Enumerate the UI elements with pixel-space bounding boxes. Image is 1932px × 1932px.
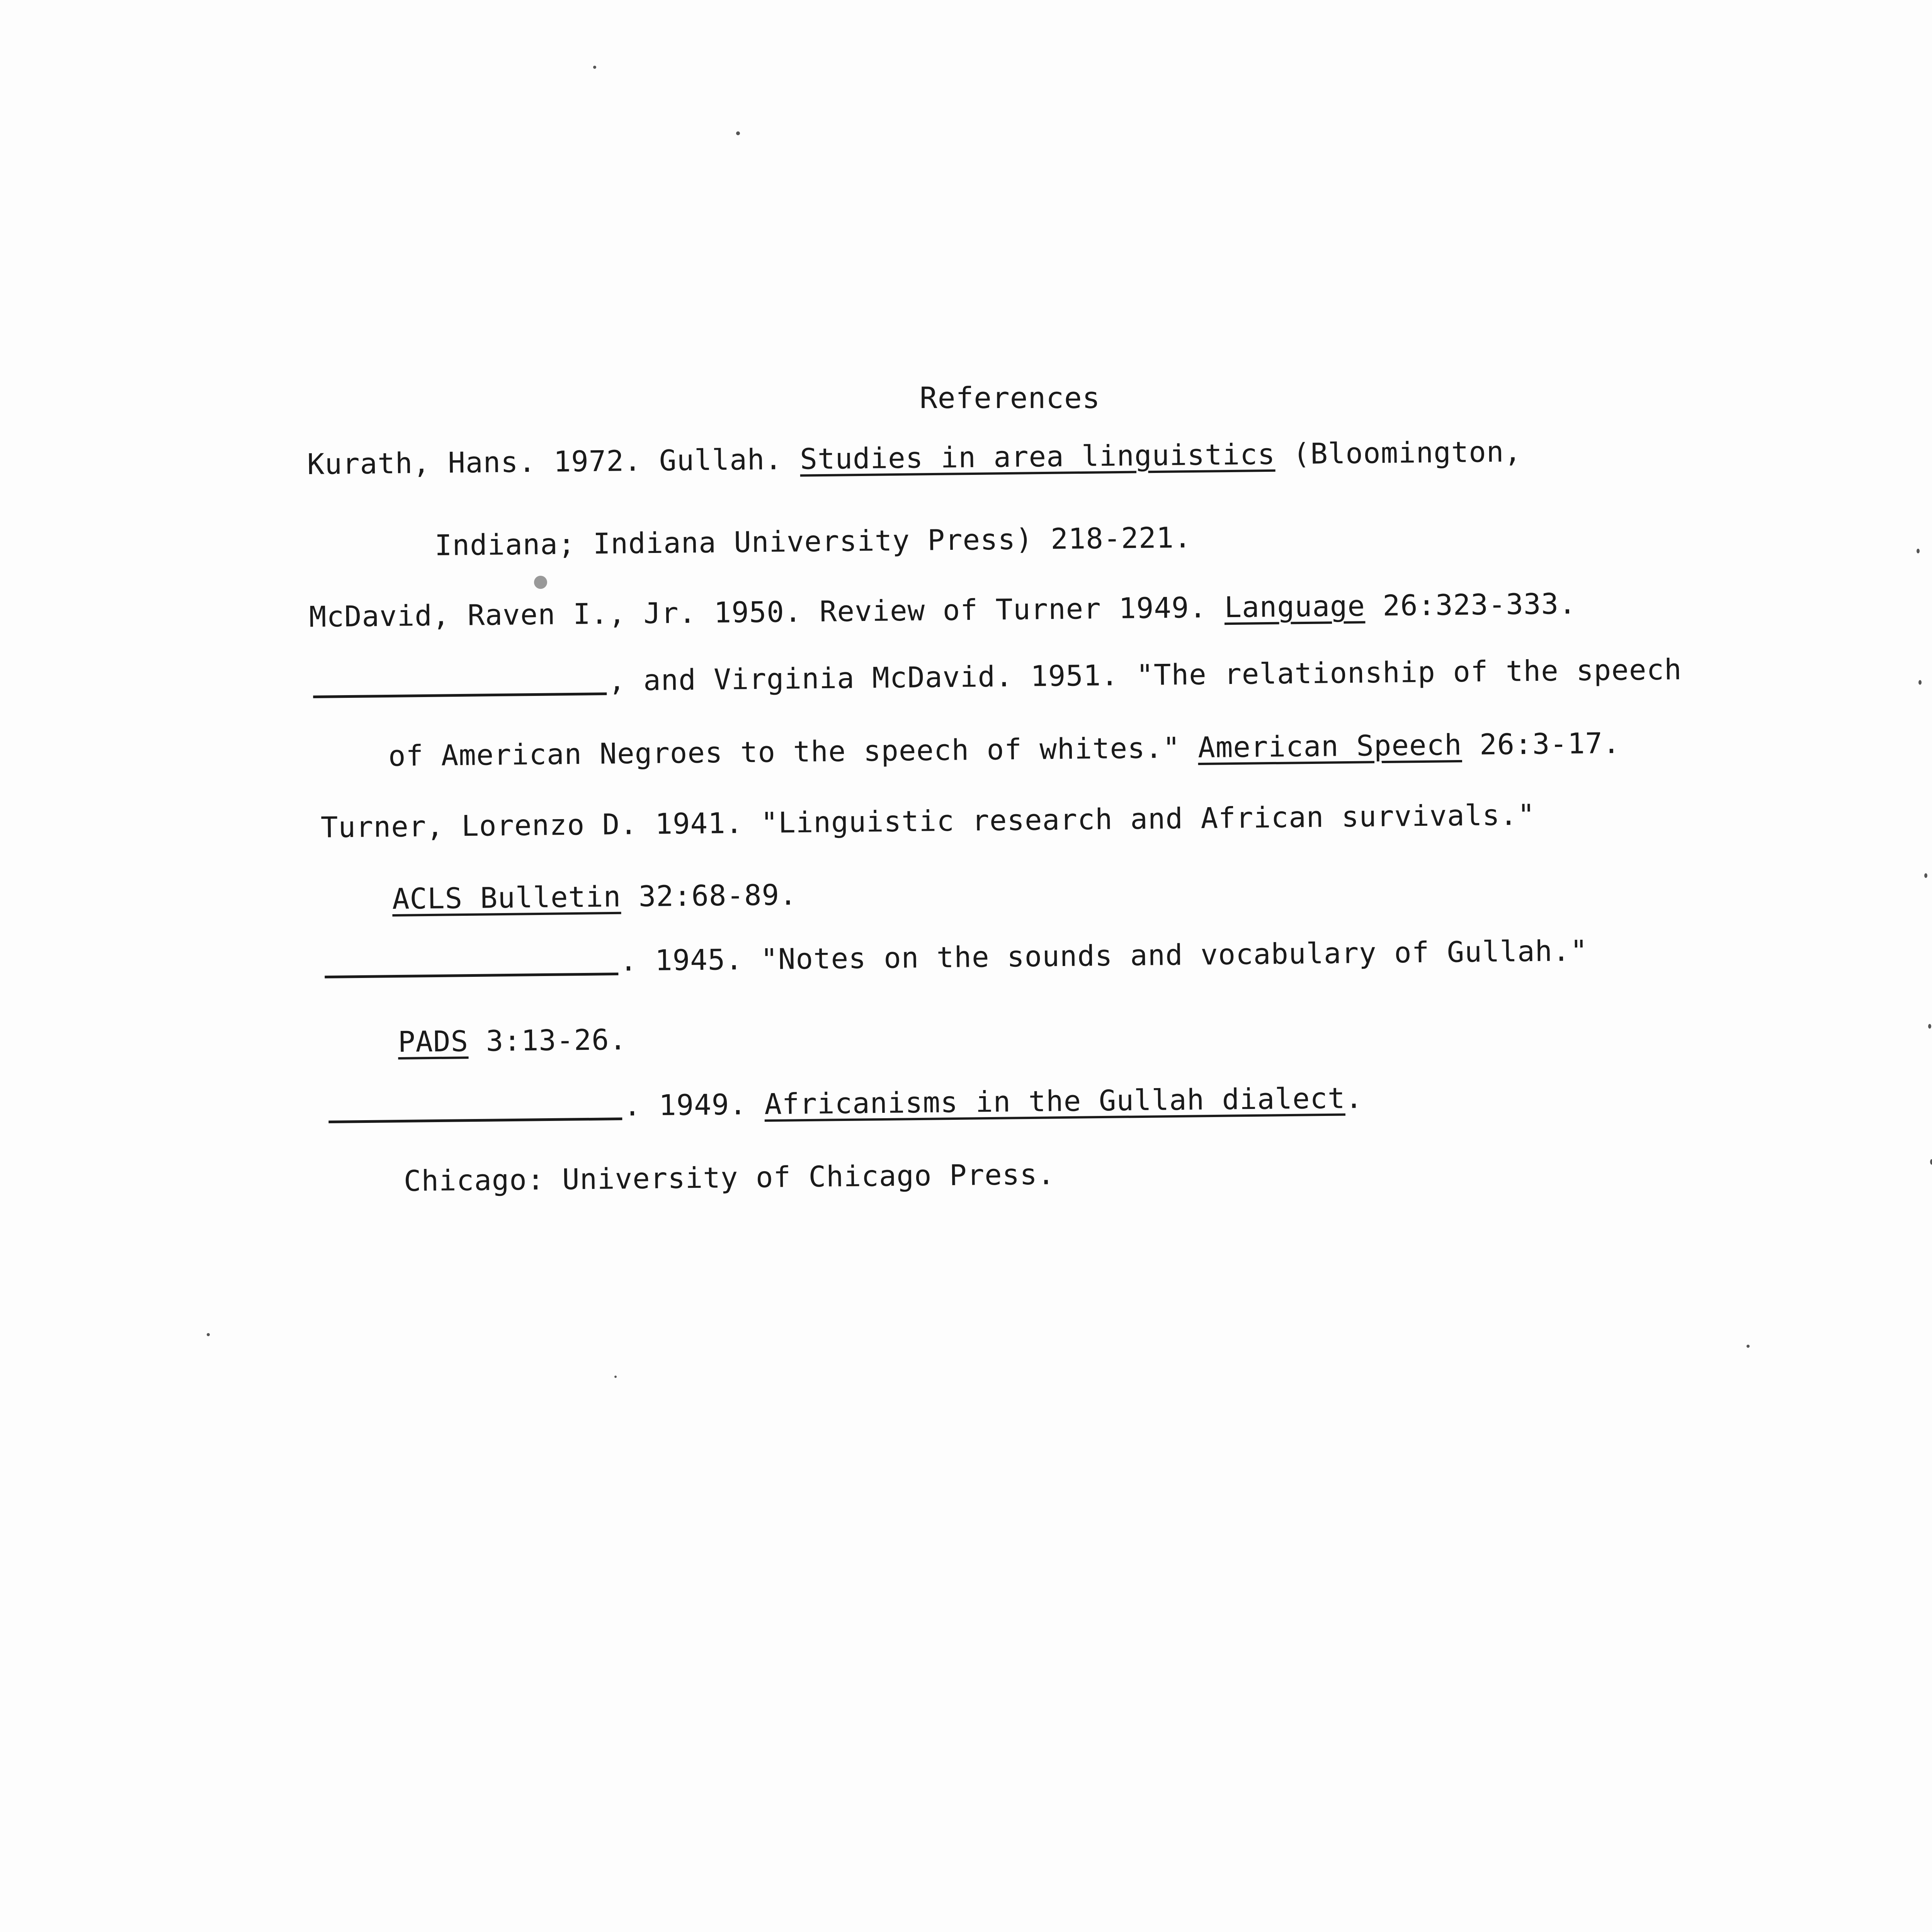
reference-text: 3:13-26.: [468, 1023, 627, 1058]
references-heading: References: [920, 381, 1100, 415]
scan-speck: [736, 131, 740, 135]
reference-line: [388, 726, 1621, 773]
reference-text: . 1949.: [623, 1088, 765, 1122]
reference-text: (Bloomington,: [1275, 435, 1522, 471]
reference-text: 26:3-17.: [1462, 726, 1621, 762]
scan-speck: [1917, 549, 1920, 553]
reference-text: Turner, Lorenzo D. 1941. "Linguistic research and African survivals.": [320, 798, 1536, 844]
scan-speck: [207, 1333, 210, 1336]
reference-title-underlined: PADS: [398, 1025, 469, 1059]
scan-speck: [1918, 680, 1922, 685]
scan-speck: [1747, 1345, 1750, 1348]
scan-speck: [1928, 1024, 1931, 1029]
repeated-author-rule: [313, 665, 607, 698]
reference-text: of American Negroes to the speech of whites.": [388, 731, 1198, 773]
reference-title-underlined: Studies in area linguistics: [799, 437, 1276, 476]
reference-line: [325, 935, 1588, 978]
reference-line: [398, 1023, 627, 1059]
reference-title-underlined: Africanisms in the Gullah dialect: [764, 1082, 1345, 1121]
reference-title-underlined: ACLS Bulletin: [392, 880, 621, 916]
scan-speck: [1930, 1159, 1932, 1165]
reference-line: [435, 523, 1192, 560]
reference-text: 32:68-89.: [621, 878, 798, 913]
scan-speck: [593, 66, 596, 69]
reference-line: [392, 878, 798, 916]
reference-text: Chicago: University of Chicago Press.: [403, 1158, 1055, 1198]
reference-text: Kurath, Hans. 1972. Gullah.: [307, 442, 800, 481]
repeated-author-rule: [328, 1090, 622, 1123]
reference-text: McDavid, Raven I., Jr. 1950. Review of Turner 1949.: [309, 591, 1225, 634]
repeated-author-rule: [325, 946, 619, 978]
reference-title-underlined: Language: [1224, 589, 1366, 624]
reference-line: [404, 1160, 1055, 1196]
reference-line: [320, 798, 1536, 844]
reference-line: [328, 1083, 1363, 1123]
reference-line: [307, 437, 1522, 479]
reference-text: .: [1345, 1081, 1363, 1115]
reference-title-underlined: American Speech: [1197, 728, 1462, 765]
reference-text: . 1945. "Notes on the sounds and vocabulary of Gullah.": [619, 934, 1588, 978]
reference-text: , and Virginia McDavid. 1951. "The relationship of the speech: [608, 653, 1682, 697]
reference-text: Indiana; Indiana University Press) 218-221.: [434, 521, 1192, 562]
reference-line: [309, 587, 1577, 634]
scan-speck: [614, 1376, 617, 1378]
reference-line: [313, 654, 1682, 698]
reference-text: 26:323-333.: [1365, 587, 1577, 623]
scan-speck: [1924, 873, 1927, 878]
scan-speck: [534, 576, 547, 589]
